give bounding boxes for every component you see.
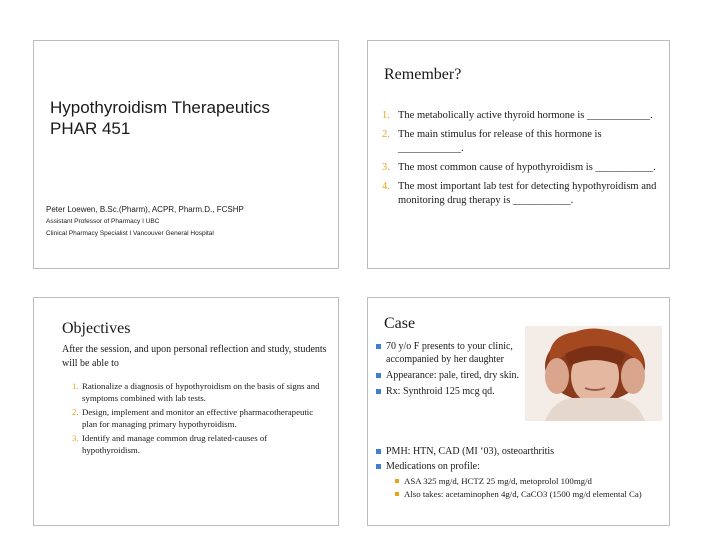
list-text: Design, implement and monitor an effective pharmacotherapeutic plan for managing primary hypothyroidism. [82,407,314,429]
list-text: Medications on profile: [386,461,480,472]
square-bullet-icon [395,479,399,483]
objectives-intro: After the session, and upon personal reflection and study, students will be able to [62,344,327,369]
slide-heading: Remember? [384,66,462,83]
list-text: Also takes: acetaminophen 4g/d, CaCO3 (1500 mg/d elemental Ca) [404,489,642,499]
list-text: The metabolically active thyroid hormone is ____________. [398,110,653,121]
author-block [46,204,244,240]
slide-heading: Case [384,315,416,332]
list-item [382,109,662,123]
list-number: 2. [382,129,390,140]
list-text: PMH: HTN, CAD (MI ‘03), osteoarthritis [386,446,555,457]
slide-heading: Objectives [62,320,131,337]
list-item [72,432,324,456]
title-line-2: PHAR 451 [50,119,131,138]
author-name: Peter Loewen, B.Sc.(Pharm), ACPR, Pharm.D., FCSHP [46,205,244,214]
slide-remember [367,40,670,269]
list-text: 70 y/o F presents to your clinic, accompanied by her daughter [386,341,513,365]
list-item [376,369,536,382]
author-role-2: Clinical Pharmacy Specialist I Vancouver General Hospital [46,230,214,237]
square-bullet-icon [376,449,381,454]
square-bullet-icon [376,464,381,469]
list-item [382,161,662,175]
square-bullet-icon [376,373,381,378]
question-list [382,109,662,213]
list-item [376,340,536,366]
list-number: 1. [72,381,79,391]
list-item [72,380,324,404]
author-role-1: Assistant Professor of Pharmacy I UBC [46,218,160,225]
list-text: The main stimulus for release of this hormone is ____________. [398,129,602,154]
list-item [382,180,662,208]
list-number: 3. [72,433,79,443]
list-item [72,406,324,430]
list-text: ASA 325 mg/d, HCTZ 25 mg/d, metoprolol 100mg/d [404,476,592,486]
list-item [376,385,536,398]
case-history-list [376,445,664,501]
sub-list-item [376,475,664,487]
distressed-woman-photo [525,326,662,421]
slide-objectives [33,297,339,526]
square-bullet-icon [376,389,381,394]
title-line-1: Hypothyroidism Therapeutics [50,98,270,117]
list-text: Identify and manage common drug related-causes of hypothyroidism. [82,433,268,455]
slide-case [367,297,670,526]
slide-title [33,40,339,269]
sub-list-item [376,488,664,500]
square-bullet-icon [376,344,381,349]
list-item [376,445,664,459]
list-number: 4. [382,181,390,192]
list-text: Appearance: pale, tired, dry skin. [386,370,520,381]
list-item [376,460,664,474]
objectives-list [72,380,324,458]
list-text: The most common cause of hypothyroidism is ___________. [398,162,656,173]
list-number: 3. [382,162,390,173]
list-number: 2. [72,407,79,417]
case-list [376,340,536,401]
list-number: 1. [382,110,390,121]
presentation-title [50,97,270,139]
list-text: Rationalize a diagnosis of hypothyroidism on the basis of signs and symptoms combined with lab tests. [82,381,320,403]
list-text: The most important lab test for detecting hypothyroidism and monitoring drug therapy is ___________. [398,181,657,206]
list-item [382,128,662,156]
list-text: Rx: Synthroid 125 mcg qd. [386,386,495,397]
square-bullet-icon [395,492,399,496]
